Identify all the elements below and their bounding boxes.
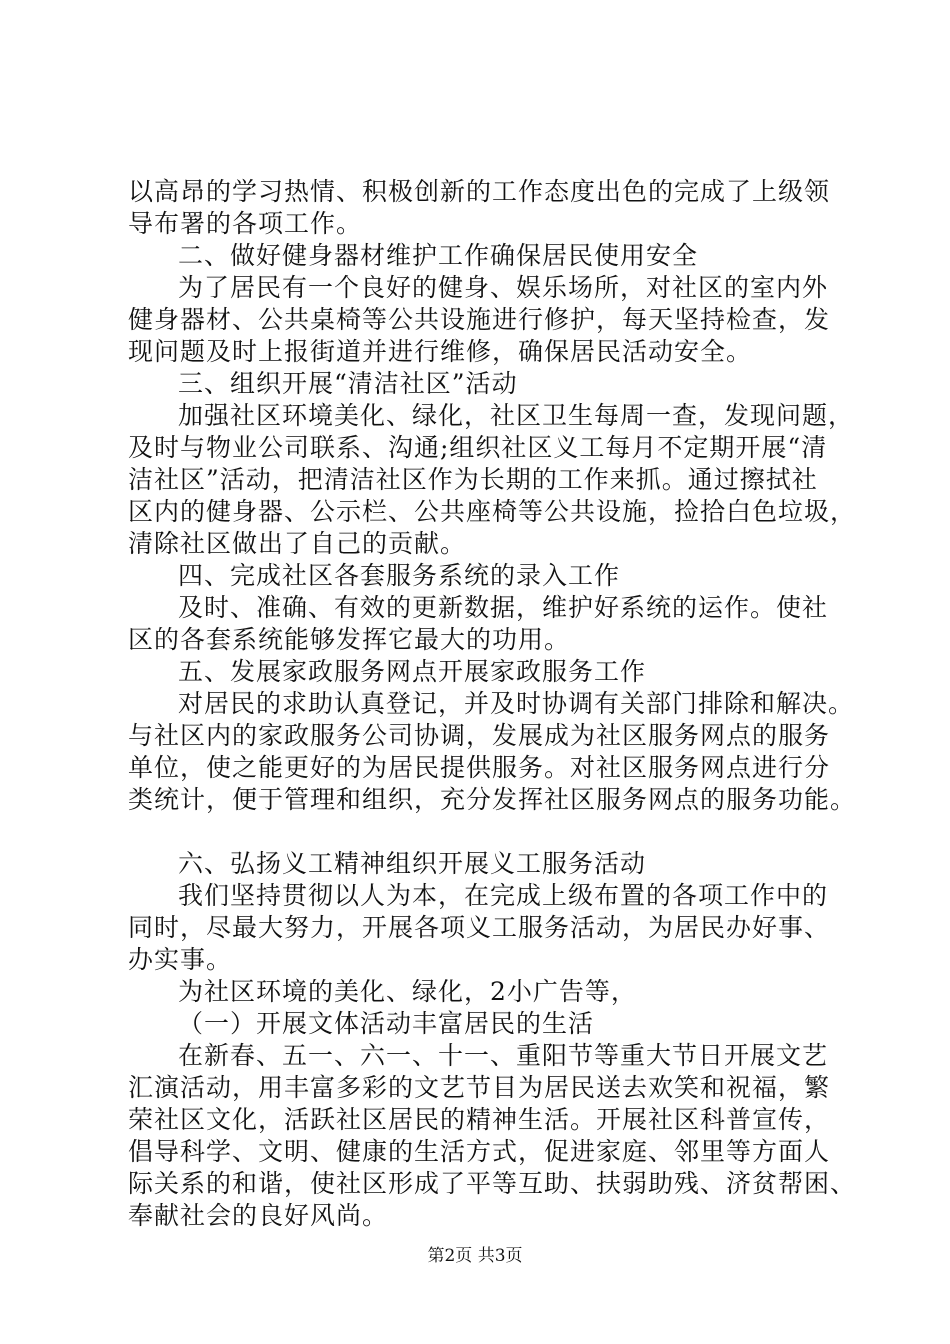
body-text-line: 单位，使之能更好的为居民提供服务。对社区服务网点进行分: [128, 753, 831, 782]
body-text-line: 为社区环境的美化、绿化，2小广告等，: [178, 977, 637, 1006]
body-text-line: 汇演活动，用丰富多彩的文艺节目为居民送去欢笑和祝福，繁: [128, 1073, 831, 1102]
section-heading: 五、发展家政服务网点开展家政服务工作: [178, 657, 647, 686]
section-heading: 三、组织开展“清洁社区”活动: [178, 369, 518, 398]
body-text-line: 清除社区做出了自己的贡献。: [128, 529, 467, 558]
subsection-heading: （一）开展文体活动丰富居民的生活: [178, 1009, 595, 1038]
body-text-line: 及时与物业公司联系、沟通;组织社区义工每月不定期开展“清: [128, 433, 828, 462]
body-text-line: 奉献社会的良好风尚。: [128, 1201, 389, 1230]
section-heading: 六、弘扬义工精神组织开展义工服务活动: [178, 849, 647, 878]
body-text-line: 类统计，便于管理和组织，充分发挥社区服务网点的服务功能。: [128, 785, 857, 814]
body-text-line: 同时，尽最大努力，开展各项义工服务活动，为居民办好事、: [128, 913, 831, 942]
body-text-line: 荣社区文化，活跃社区居民的精神生活。开展社区科普宣传，: [128, 1105, 831, 1134]
body-text-line: 健身器材、公共桌椅等公共设施进行修护，每天坚持检查，发: [128, 305, 831, 334]
body-text-line: 加强社区环境美化、绿化，社区卫生每周一查，发现问题，: [178, 401, 855, 430]
body-text-line: 以高昂的学习热情、积极创新的工作态度出色的完成了上级领: [128, 177, 831, 206]
body-text-line: 对居民的求助认真登记，并及时协调有关部门排除和解决。: [178, 689, 855, 718]
page-number-footer: 第2页 共3页: [427, 1246, 523, 1266]
body-text-line: 我们坚持贯彻以人为本，在完成上级布置的各项工作中的: [178, 881, 829, 910]
body-text-line: 际关系的和谐，使社区形成了平等互助、扶弱助残、济贫帮困、: [128, 1169, 857, 1198]
body-text-line: 倡导科学、文明、健康的生活方式，促进家庭、邻里等方面人: [128, 1137, 831, 1166]
body-text-line: 区内的健身器、公示栏、公共座椅等公共设施，捡拾白色垃圾，: [128, 497, 857, 526]
section-heading: 二、做好健身器材维护工作确保居民使用安全: [178, 241, 699, 270]
body-text-line: 在新春、五一、六一、十一、重阳节等重大节日开展文艺: [178, 1041, 829, 1070]
body-text-line: 导布署的各项工作。: [128, 209, 363, 238]
body-text-line: 区的各套系统能够发挥它最大的功用。: [128, 625, 571, 654]
body-text-line: 及时、准确、有效的更新数据，维护好系统的运作。使社: [178, 593, 829, 622]
body-text-line: 现问题及时上报街道并进行维修，确保居民活动安全。: [128, 337, 753, 366]
body-text-line: 与社区内的家政服务公司协调，发展成为社区服务网点的服务: [128, 721, 831, 750]
body-text-line: 为了居民有一个良好的健身、娱乐场所，对社区的室内外: [178, 273, 829, 302]
body-text-line: 洁社区”活动，把清洁社区作为长期的工作来抓。通过擦拭社: [128, 465, 818, 494]
section-heading: 四、完成社区各套服务系统的录入工作: [178, 561, 621, 590]
body-text-line: 办实事。: [128, 945, 233, 974]
